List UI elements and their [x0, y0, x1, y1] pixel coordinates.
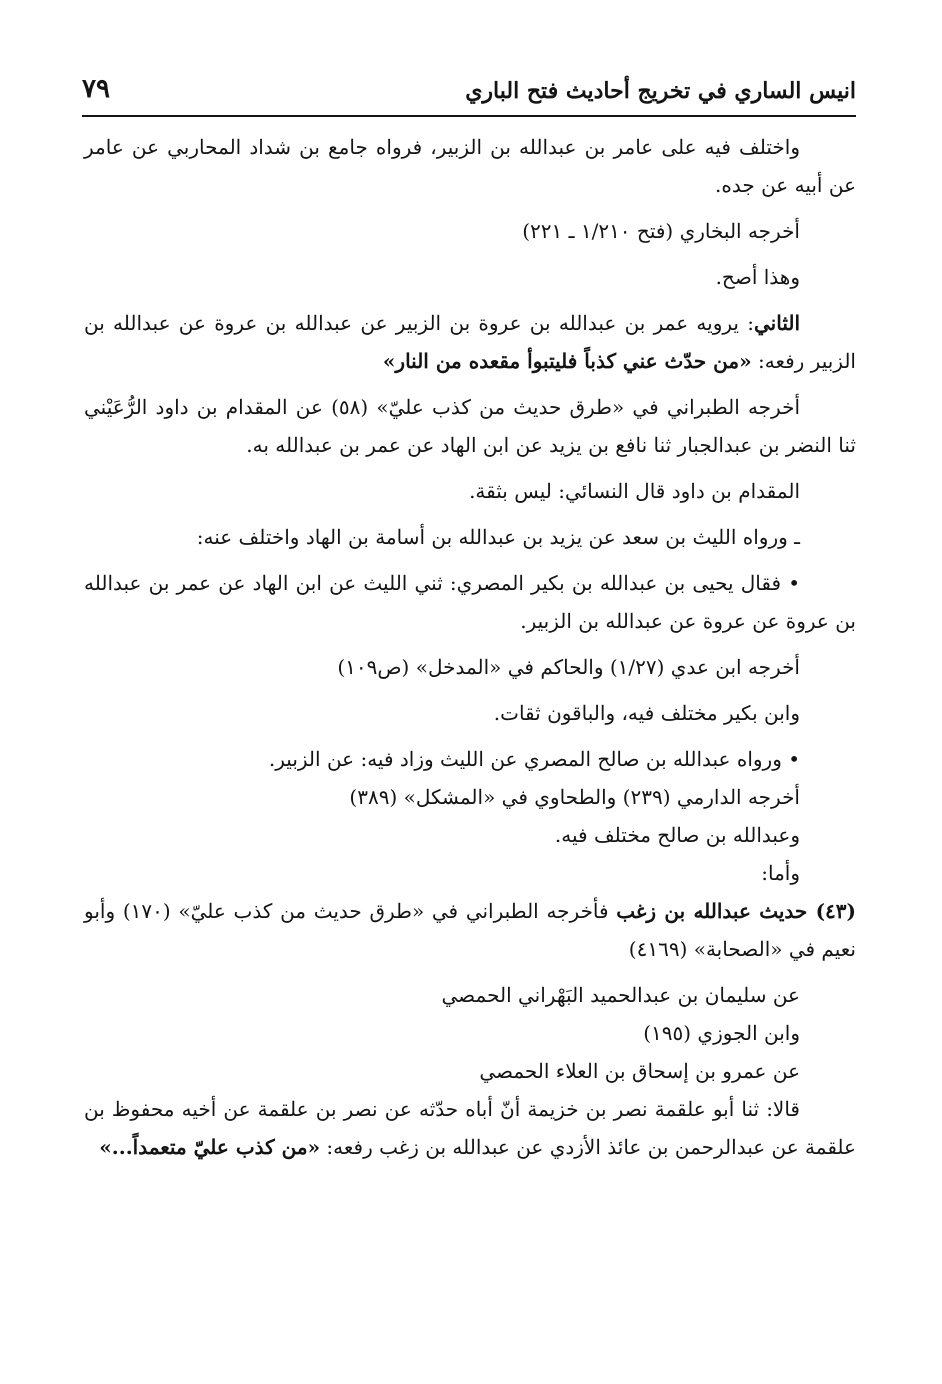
paragraph	[84, 388, 856, 464]
running-title: انيس الساري في تخريج أحاديث فتح الباري	[465, 78, 856, 104]
page-body	[84, 128, 856, 1166]
paragraph	[84, 1090, 856, 1166]
paragraph	[84, 854, 856, 892]
paragraph	[84, 564, 856, 640]
paragraph	[84, 212, 856, 250]
bold-text: «من كذب عليّ متعمداً...»	[99, 1135, 321, 1159]
text-segment: وابن الجوزي (١٩٥)	[643, 1021, 800, 1045]
paragraph	[84, 1052, 856, 1090]
text-segment: أخرجه البخاري (فتح ١/٢١٠ ـ ٢٢١)	[522, 219, 800, 243]
paragraph	[84, 892, 856, 968]
text-segment: فأخرجه الطبراني في «طرق حديث من كذب عليّ» (١٧٠) وأبو نعيم في «الصحابة» (٤١٦٩)	[84, 899, 856, 961]
text-segment: عن سليمان بن عبدالحميد البَهْراني الحمصي	[441, 983, 800, 1007]
paragraph	[84, 778, 856, 816]
text-segment: : يرويه عمر بن عبدالله بن عروة بن الزبير عن عبدالله بن عروة عن عبدالله بن الزبير رفعه:	[84, 311, 856, 373]
paragraph	[84, 472, 856, 510]
text-segment: واختلف فيه على عامر بن عبدالله بن الزبير، فرواه جامع بن شداد المحاربي عن عامر عن أبيه عن جده.	[84, 135, 856, 197]
bold-text: «من حدّث عني كذباً فليتبوأ مقعده من النار»	[382, 349, 752, 373]
paragraph	[84, 258, 856, 296]
text-segment: وعبدالله بن صالح مختلف فيه.	[554, 823, 800, 847]
paragraph	[84, 518, 856, 556]
header-rule	[82, 115, 856, 117]
bold-text: (٤٣) حديث عبدالله بن زغب	[616, 899, 856, 923]
text-segment: وهذا أصح.	[715, 265, 800, 289]
text-segment: وأما:	[761, 861, 800, 885]
paragraph	[84, 976, 856, 1014]
paragraph	[84, 1014, 856, 1052]
text-segment: وابن بكير مختلف فيه، والباقون ثقات.	[493, 701, 800, 725]
paragraph	[84, 694, 856, 732]
paragraph	[84, 740, 856, 778]
paragraph	[84, 304, 856, 380]
text-segment: ـ ورواه الليث بن سعد عن يزيد بن عبدالله بن أسامة بن الهاد واختلف عنه:	[196, 525, 800, 549]
text-segment: أخرجه الدارمي (٢٣٩) والطحاوي في «المشكل» (٣٨٩)	[349, 785, 800, 809]
text-segment: • ورواه عبدالله بن صالح المصري عن الليث وزاد فيه: عن الزبير.	[268, 747, 800, 771]
paragraph	[84, 816, 856, 854]
page-number: ٧٩	[82, 74, 110, 104]
text-segment: • فقال يحيى بن عبدالله بن بكير المصري: ثني الليث عن ابن الهاد عن عمر بن عبدالله بن عروة عن عروة عن عبدالله بن الزبير.	[84, 571, 856, 633]
text-segment: قالا: ثنا أبو علقمة نصر بن خزيمة أنّ أباه حدّثه عن نصر بن علقمة عن أخيه محفوظ بن علقمة عن عبدالرحمن بن عائذ الأزدي عن عبدالله بن زغب رفعه:	[84, 1097, 856, 1159]
text-segment: المقدام بن داود قال النسائي: ليس بثقة.	[469, 479, 800, 503]
paragraph	[84, 648, 856, 686]
paragraph	[84, 128, 856, 204]
text-segment: عن عمرو بن إسحاق بن العلاء الحمصي	[479, 1059, 800, 1083]
bold-text: الثاني	[753, 311, 800, 335]
text-segment: أخرجه الطبراني في «طرق حديث من كذب عليّ» (٥٨) عن المقدام بن داود الرُّعَيْني ثنا النضر بن عبدالجبار ثنا نافع بن يزيد عن ابن الهاد عن عمر بن عبدالله به.	[84, 395, 856, 457]
running-header	[82, 74, 856, 114]
text-segment: أخرجه ابن عدي (١/٢٧) والحاكم في «المدخل» (ص١٠٩)	[337, 655, 800, 679]
